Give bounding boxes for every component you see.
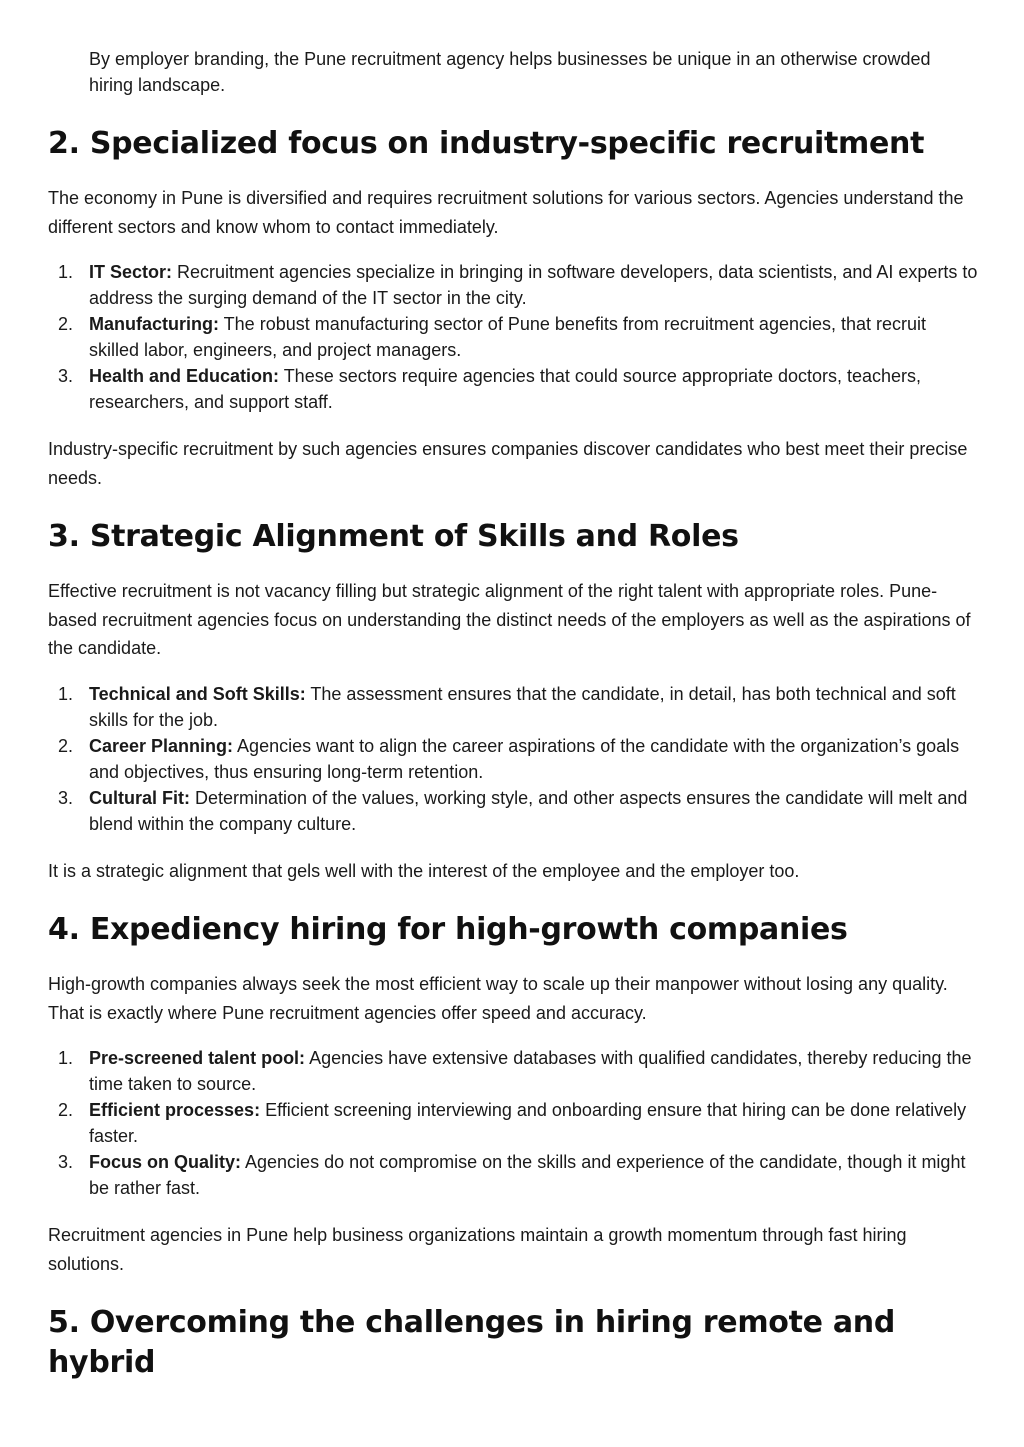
section-heading: 3. Strategic Alignment of Skills and Roles <box>48 519 739 554</box>
list-term: IT Sector: <box>89 262 173 282</box>
list-number: 2. <box>58 1100 74 1120</box>
list-number: 1. <box>58 683 74 704</box>
list-number: 3. <box>58 366 74 386</box>
list-text: Agencies want to align the career aspirations of the candidate with the organization’s goals and objectives, thus ensuring long-term retention. <box>89 735 960 782</box>
list-term: Career Planning: <box>89 735 234 756</box>
list-number: 1. <box>58 1048 74 1068</box>
list-number: 1. <box>58 262 74 282</box>
list-text: Agencies have extensive databases with qualified candidates, thereby reducing the time taken to source. <box>89 1048 972 1094</box>
list-item <box>48 311 978 363</box>
list-term: Focus on Quality: <box>89 1152 242 1172</box>
list-term: Cultural Fit: <box>89 787 190 808</box>
numbered-list <box>48 1045 978 1201</box>
list-text: Agencies do not compromise on the skills and experience of the candidate, though it might be rather fast. <box>89 1152 966 1198</box>
document-page <box>48 46 978 1383</box>
section-intro: High-growth companies always seek the most efficient way to scale up their manpower without losing any quality. That is exactly where Pune recruitment agencies offer speed and accuracy. <box>48 974 948 1023</box>
list-item <box>48 733 978 785</box>
section-strategic-alignment <box>48 517 978 885</box>
list-term: Health and Education: <box>89 366 280 386</box>
list-item <box>48 785 978 837</box>
list-number: 2. <box>58 735 74 756</box>
list-text: The assessment ensures that the candidate, in detail, has both technical and soft skills for the job. <box>89 683 956 730</box>
numbered-list <box>48 681 978 837</box>
list-item <box>48 1045 978 1097</box>
list-term: Efficient processes: <box>89 1100 261 1120</box>
list-number: 3. <box>58 787 74 808</box>
list-item <box>48 1097 978 1149</box>
list-item <box>48 363 978 415</box>
list-text: Recruitment agencies specialize in bringing in software developers, data scientists, and AI experts to address the surging demand of the IT sector in the city. <box>89 262 978 308</box>
section-outro: It is a strategic alignment that gels well with the interest of the employee and the employer too. <box>48 860 800 881</box>
section-heading: 5. Overcoming the challenges in hiring remote and hybrid <box>48 1305 895 1380</box>
list-number: 2. <box>58 314 74 334</box>
list-text: These sectors require agencies that could source appropriate doctors, teachers, researchers, and support staff. <box>89 366 922 412</box>
section-expediency-hiring <box>48 910 978 1278</box>
list-term: Manufacturing: <box>89 314 219 334</box>
list-text: The robust manufacturing sector of Pune benefits from recruitment agencies, that recruit skilled labor, engineers, and project managers. <box>89 314 927 360</box>
section-heading: 2. Specialized focus on industry-specific recruitment <box>48 126 925 161</box>
numbered-list <box>48 259 978 415</box>
section-intro: Effective recruitment is not vacancy filling but strategic alignment of the right talent with appropriate roles. Pune-based recruitment agencies focus on understanding the distinct needs of the employers as well as the aspirations of the candidate. <box>48 581 971 658</box>
section-intro: The economy in Pune is diversified and requires recruitment solutions for various sectors. Agencies understand the different sectors and know whom to contact immediately. <box>48 188 964 237</box>
list-term: Pre-screened talent pool: <box>89 1048 306 1068</box>
list-term: Technical and Soft Skills: <box>89 683 306 704</box>
section-outro: Recruitment agencies in Pune help business organizations maintain a growth momentum through fast hiring solutions. <box>48 1225 907 1274</box>
section-heading: 4. Expediency hiring for high-growth companies <box>48 912 848 947</box>
section-remote-hybrid <box>48 1303 978 1383</box>
intro-paragraph: By employer branding, the Pune recruitment agency helps businesses be unique in an otherwise crowded hiring landscape. <box>89 49 931 95</box>
list-item <box>48 681 978 733</box>
section-outro: Industry-specific recruitment by such agencies ensures companies discover candidates who best meet their precise needs. <box>48 439 968 488</box>
list-text: Determination of the values, working style, and other aspects ensures the candidate will melt and blend within the company culture. <box>89 787 968 834</box>
section-industry-specific <box>48 124 978 492</box>
list-item <box>48 1149 978 1201</box>
list-item <box>48 259 978 311</box>
list-number: 3. <box>58 1152 74 1172</box>
list-text: Efficient screening interviewing and onboarding ensure that hiring can be done relatively faster. <box>89 1100 967 1146</box>
